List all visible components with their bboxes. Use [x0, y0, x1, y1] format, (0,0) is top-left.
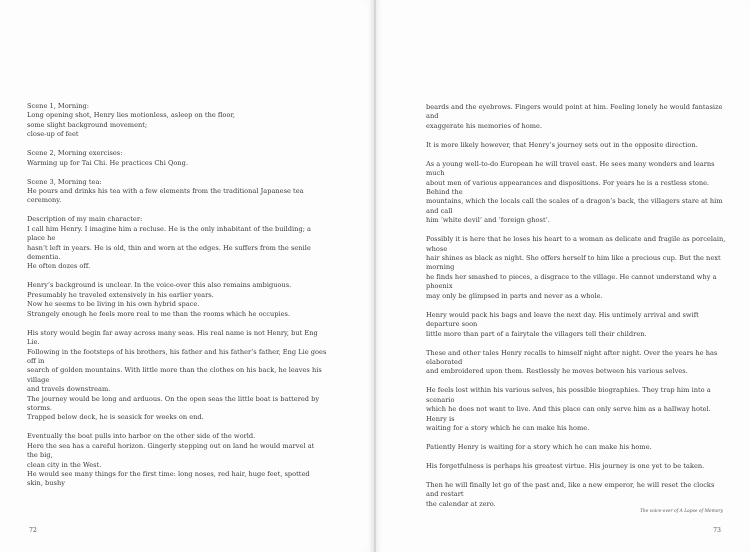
paragraph-travel-east: As a young well-to-do European he will travel east. He sees many wonders and learns much about men of various appearances and dispositions. For years he is a restless stone. Behind the mountains, which the locals call the scales of a dragon’s back, the villagers stare at him and call him ‘white devil’ and ‘foreign ghost’.	[426, 159, 723, 225]
paragraph-departure: Henry would pack his bags and leave the next day. His untimely arrival and swift departure soon little more than part of a fairytale the villagers tell their children.	[426, 310, 699, 338]
paragraph-reset-clocks: Then he will finally let go of the past and, like a new emperor, he will reset the clocks and restart the calendar at zero.	[426, 480, 715, 508]
paragraph-lost-selves: He feels lost within his various selves, his possible biographies. They trap him into a scenario which he does not want to live. And this place can only serve him as a hallway hotel. Henry is waiting for a story which he can make his home.	[426, 386, 711, 432]
paragraph-forgetfulness: His forgetfulness is perhaps his greatest virtue. His journey is one yet to be taken.	[426, 461, 705, 470]
paragraph-scene-2: Scene 2, Morning exercises: Warming up for Tai Chi. He practices Chi Qong.	[27, 149, 188, 167]
paragraph-character-description: Description of my main character: I call him Henry. I imagine him a recluse. He is the only inhabitant of the building; a place he hasn’t left in years. He is old, thin and worn at the edges. He suffers from the senile dementia. He often dozes off.	[27, 215, 311, 271]
paragraph-scene-3: Scene 3, Morning tea: He pours and drinks his tea with a few elements from the traditional Japanese tea ceremony.	[27, 177, 304, 205]
paragraph-porcelain-woman: Possibly it is here that he loses his heart to a woman as delicate and fragile as porcelain, whose hair shines as black as night. She offers herself to him like a precious cup. But the next morning he finds her smashed to pieces, a disgrace to the village. He cannot understand why a phoenix may only be glimpsed in parts and never as a whole.	[426, 235, 726, 300]
paragraph-background: Henry’s background is unclear. In the voice-over this also remains ambiguous. Presumably he traveled extensively in his earlier years. Now he seems to be living in his own hybrid space. Strangely enough he feels more real to me than the rooms which he occupies.	[27, 281, 292, 318]
paragraph-waiting: Patiently Henry is waiting for a story which he can make his home.	[426, 442, 652, 451]
right-page	[376, 0, 750, 552]
page-number-left: 72	[29, 527, 37, 534]
paragraph-scene-1: Scene 1, Morning: Long opening shot, Henry lies motionless, asleep on the floor, some slight background movement; close-up of feet	[27, 102, 236, 139]
paragraph-harbor: Eventually the boat pulls into harbor on the other side of the world. Here the sea has a careful horizon. Gingerly stepping out on land he would marvel at the big, clean city in the West. He would see many things for the first time: long noses, red hair, huge feet, spotted skin, bushy	[27, 432, 315, 488]
paragraph-tales: These and other tales Henry recalls to himself night after night. Over the years he has elaborated and embroidered upon them. Restlessly he moves between his various selves.	[426, 348, 718, 376]
left-page	[0, 0, 374, 552]
paragraph-story-begins: His story would begin far away across many seas. His real name is not Henry, but Eng Lie. Following in the footsteps of his brothers, his father and his father’s father, Eng Lie goes off in search of golden mountains. With little more than the clothes on his back, he leaves his village and travels downstream. The journey would be long and arduous. On the open seas the little boat is battered by storms. Trapped below deck, he is seasick for weeks on end.	[27, 328, 327, 422]
running-foot: The voice-over of A Lapse of Memory	[639, 509, 723, 514]
right-page-text	[426, 103, 726, 519]
left-page-text	[27, 102, 327, 498]
page-number-right: 73	[713, 527, 721, 534]
paragraph-continuation: beards and the eyebrows. Fingers would point at him. Feeling lonely he would fantasize and exaggerate his memories of home.	[426, 103, 723, 130]
paragraph-opposite-direction: It is more likely however, that Henry’s journey sets out in the opposite direction.	[426, 140, 698, 149]
